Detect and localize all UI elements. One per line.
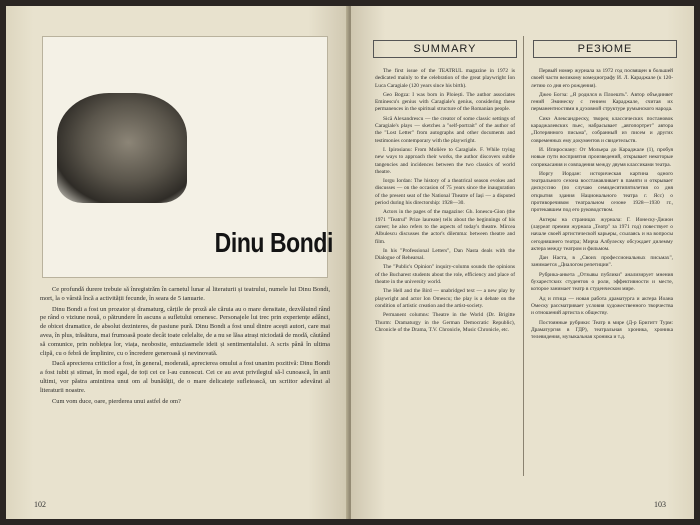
summary-column xyxy=(375,68,515,336)
resume-paragraph: Ад и птица — новая работа драматурга и актера Иоана Омеску рассматривает условия художественного творчества и отношений артиста к обществу. xyxy=(531,295,673,317)
resume-paragraph: Сикэ Александреску, творец классических постановок караджалевских пьес, набрасывает „автопортрет" автора „Потерянного письма", собранный из писем и других современных ему документов и свидетельств. xyxy=(531,115,673,144)
obituary-text xyxy=(40,286,330,408)
summary-paragraph: In his "Professional Letters", Dan Nasta deals with the Dialogue of Rehearsal. xyxy=(375,247,515,262)
obituary-paragraph: Ce profundă durere trebuie să înregistrăm în carnetul lunar al literaturii și teatrului, numele lui Dinu Bondi, mort, la o vârstă încă a activității fecunde, în seara de 5 ianuarie. xyxy=(40,286,330,302)
summary-paragraph: The Hell and the Bird — unabridged text — a new play by playwright and actor Ion Omescu; the play is a debate on the condition of artistic creation and the artist-society. xyxy=(375,288,515,309)
resume-column xyxy=(531,68,673,343)
resume-paragraph: Первый номер журнала за 1972 год посвящен в большей своей части великому комедиографу И. Л. Караджале (к 120-летию со дня его рождения). xyxy=(531,68,673,89)
resume-paragraph: И. Ипиросиану: От Мольера до Караджале (1), пробуя новые пути восприятия произведений, открывает некоторые соприкасания и совпадения между двумя классиками театра. xyxy=(531,146,673,168)
summary-paragraph: Permanent columns: Theatre in the World (Dr. Brigitte Thurm: Dramaturgy in the German Democratic Republic), Chronicle of the Drama, T.V. Chronicle, Music Chronicle, etc. xyxy=(375,312,515,333)
summary-paragraph: Sică Alexandrescu — the creator of some classic settings of Caragiale's plays — sketches a "self-portrait" of the author of the "Lost Letter" from autographs and other documents and testimonies contemporary with the playwright. xyxy=(375,115,515,144)
left-page xyxy=(6,6,349,519)
right-page xyxy=(351,6,694,519)
obituary-name: Dinu Bondi xyxy=(214,227,333,258)
summary-paragraph: The first issue of the TEATRUL magazine in 1972 is dedicated mainly to the celebration of the great playwright Ion Luca Caragiale (120 years since his birth). xyxy=(375,68,515,89)
book-spread xyxy=(6,6,694,519)
obituary-paragraph: Dinu Bondi a fost un prozator și dramaturg, cărțile de proză ale căruia au o mare densitate, dezvăluind rând pe rând o viziune nouă, o pătrundere în ascuns a sufletului omenesc. Personajele lui trec prin experiențe adânci, de obicei dramatice, de absolut dezinteres, de pasiune pură. Dinu Bondi a fost unul dintre acești autori, care mai avea, în plus, trăsătura, mai frumoasă poate decât toate celelalte, de a nu se lăsa atrași niciodată de modă, căutând să comunice, prin noblețea lor, viața, neobosite, entuziasmele ideii și sentimentalului. A scris până în ultima clipă, cu o febră de împlinire, cu o încredere generoasă și nevinovată. xyxy=(40,305,330,357)
resume-header: РЕЗЮМЕ xyxy=(533,40,677,58)
summary-paragraph: Geo Bogza: I was born in Ploiești. The author associates Eminescu's genius with Caragiale's genius, considering these permanences in the spiritual structure of the Romanian people. xyxy=(375,91,515,113)
resume-paragraph: Постоянные рубрики: Театр в мире (Д-р Бригитт Турм: Драматургия в ГДР), театральная хроника, хроника телевидения, музыкальная хроника и т.д. xyxy=(531,319,673,341)
obituary-paragraph: Cum vom duce, oare, pierderea unui astfel de om? xyxy=(52,397,181,405)
obituary-paragraph: Dacă aprecierea criticilor a fost, în general, moderată, aprecierea omului a fost unanim pozitivă: Dinu Bondi a fost iubit și stimat, în mod egal, de toți cei ce l-au cunoscut. Cei ce au avut privilegiul să-l cunoască, în anii ultimi, vor păstra amintirea unui om al bunătății, de o mare delicatețe sufletească, un scriitor adevărat al literaturii noastre. xyxy=(40,360,330,394)
author-portrait-image xyxy=(57,93,187,203)
summary-paragraph: Iorgu Iordan: The history of a theatrical season evokes and discusses — on the occasion of 75 years since the inauguration of the present seat of the National Theatre of Iași — a disputed period during his directorship: 1928—30. xyxy=(375,178,515,207)
resume-paragraph: Актеры на страницах журнала: Г. Ионеску-Джион (лауреат премии журнала „Театр" за 1971 год) повествует о начале своей артистической карьеры, ссылаясь и на вопросы сегодняшнего театра; Мирча Албулеску обсуждает дилемму актера между театром и фильмом. xyxy=(531,216,673,252)
column-divider xyxy=(523,36,524,476)
resume-paragraph: Дан Наста, в „Своих профессиональных письмах", занимается „Диалогом репетиции". xyxy=(531,255,673,269)
summary-paragraph: I. Ipirosianu: From Molière to Caragiale. F. While trying new ways to approach their works, the author discovers subtle tangencies and incidences between the two classics of world theatre. xyxy=(375,146,515,175)
portrait-panel xyxy=(42,36,333,278)
page-number-right: 103 xyxy=(654,500,666,509)
summary-header: SUMMARY xyxy=(373,40,517,58)
resume-paragraph: Джео Богза: „Я родился в Плоешть". Автор объединяет гений Эминеску с гением Караджале, считая их перманентностями в духовной структуре румынского народа. xyxy=(531,91,673,113)
resume-paragraph: Иоргу Иордан: историческая картина одного театрального сезона восстанавливает в памяти и открывает дискуссию (по случаю семидесятипятилетия со дня открытия здания Национального театра г. Ясс) о противоречивом театральном сезоне 1928—1930 гг., протекавшем под его руководством. xyxy=(531,170,673,214)
summary-paragraph: Actors in the pages of the magazine: Gh. Ionescu-Gion (the 1971 "Teatrul" Prize laureate) tells about the beginnings of his career; he also refers to the aspects of today's theatre. Mircea Albulescu discusses the actor's dilemma: between theatre and film. xyxy=(375,209,515,245)
summary-paragraph: The "Public's Opinion" inquiry-column sounds the opinions of the Bucharest students about the role, efficiency and place of theatre in the university world. xyxy=(375,264,515,286)
page-number-left: 102 xyxy=(34,500,46,509)
resume-paragraph: Рубрика-анкета „Отзывы публики" анализирует мнения бухарестских студентов о роли, эффективности и месте, которое занимает театр в студенческом мире. xyxy=(531,271,673,293)
